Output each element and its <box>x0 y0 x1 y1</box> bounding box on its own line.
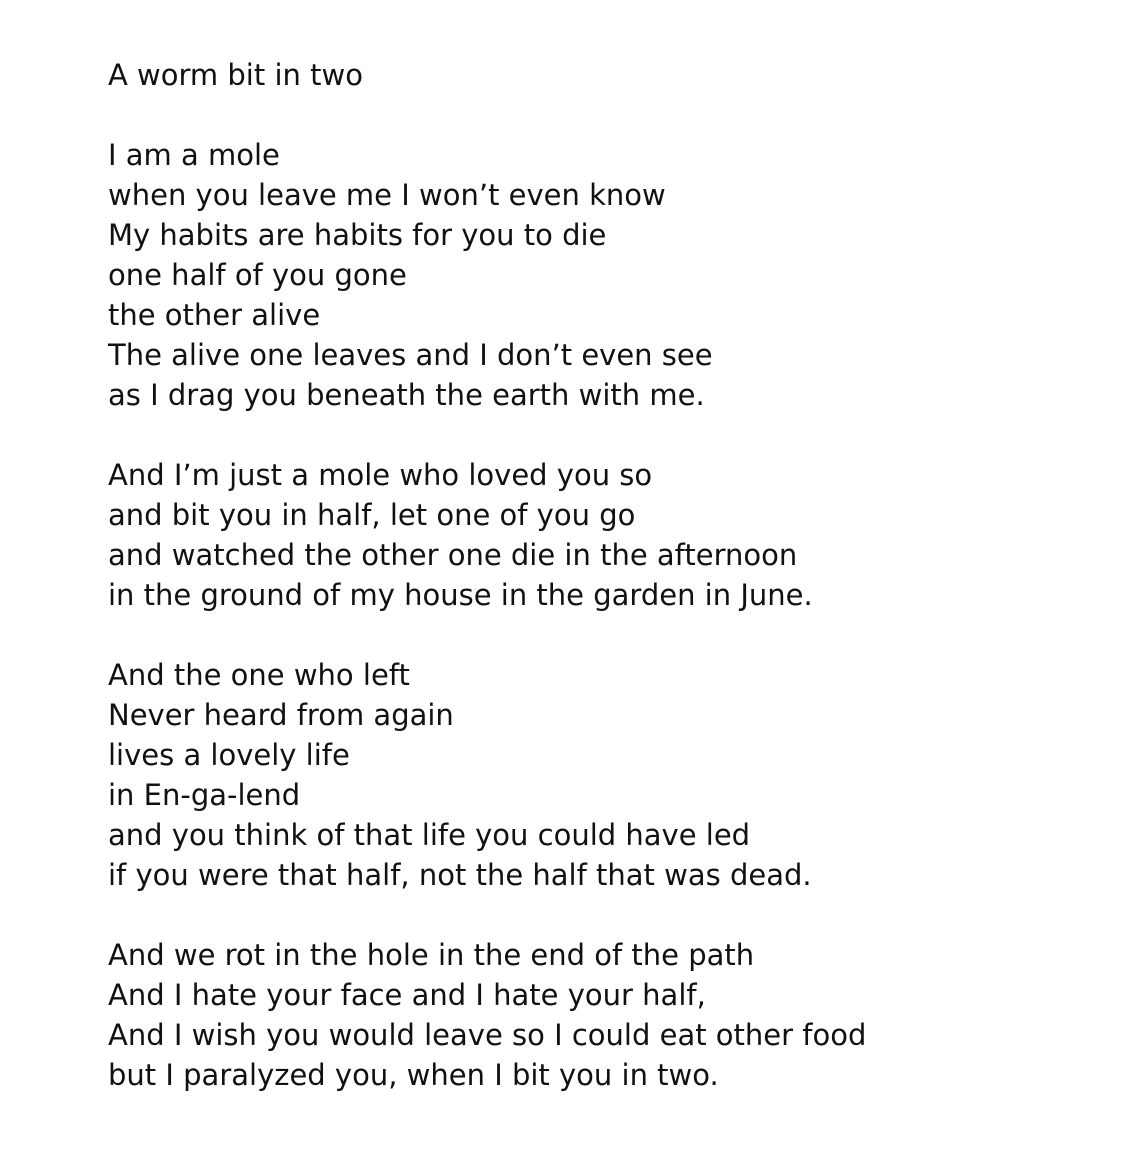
poem-line: and bit you in half, let one of you go <box>108 498 636 532</box>
poem-line: one half of you gone <box>108 258 407 292</box>
poem-line: The alive one leaves and I don’t even see <box>108 338 713 372</box>
poem-line: but I paralyzed you, when I bit you in two. <box>108 1058 719 1092</box>
poem-line: And I wish you would leave so I could eat other food <box>108 1018 867 1052</box>
poem-line: And I hate your face and I hate your half, <box>108 978 706 1012</box>
poem-line: And the one who left <box>108 658 410 692</box>
poem-line: I am a mole <box>108 138 280 172</box>
poem-line: Never heard from again <box>108 698 454 732</box>
stanza-1 <box>108 135 1108 415</box>
poem-line: And we rot in the hole in the end of the path <box>108 938 755 972</box>
poem-line: as I drag you beneath the earth with me. <box>108 378 705 412</box>
poem-line: in the ground of my house in the garden in June. <box>108 578 813 612</box>
poem-line: when you leave me I won’t even know <box>108 178 666 212</box>
poem-line: if you were that half, not the half that was dead. <box>108 858 812 892</box>
poem-document <box>108 55 1108 1095</box>
poem-title: A worm bit in two <box>108 58 363 92</box>
poem-line: My habits are habits for you to die <box>108 218 607 252</box>
poem-line: in En-ga-lend <box>108 778 301 812</box>
poem-line: And I’m just a mole who loved you so <box>108 458 653 492</box>
poem-line: the other alive <box>108 298 321 332</box>
stanza-2 <box>108 455 1108 615</box>
poem-line: lives a lovely life <box>108 738 350 772</box>
poem-line: and you think of that life you could have led <box>108 818 751 852</box>
stanza-3 <box>108 655 1108 895</box>
stanza-4 <box>108 935 1108 1095</box>
poem-line: and watched the other one die in the afternoon <box>108 538 798 572</box>
